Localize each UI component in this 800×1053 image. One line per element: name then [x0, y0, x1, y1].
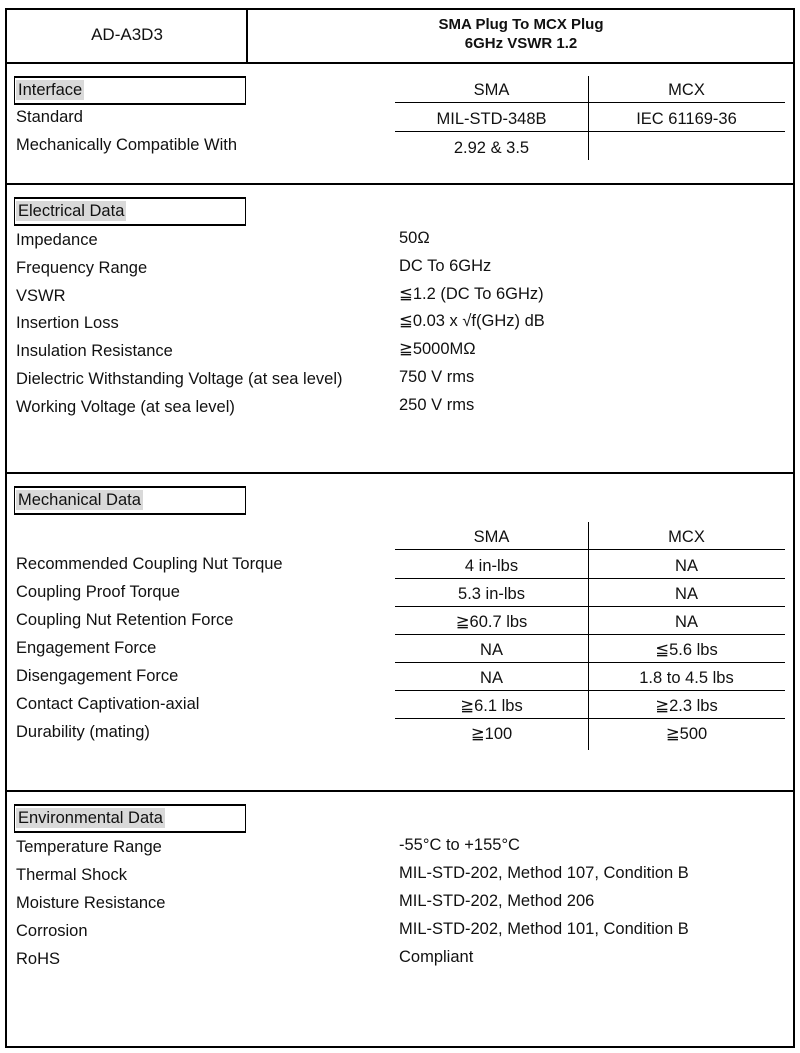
cell-mcx: IEC 61169-36 [636, 110, 737, 128]
table-line [395, 102, 785, 103]
row-value: 50Ω [399, 229, 430, 247]
section-heading-text: Environmental Data [18, 809, 163, 827]
cell-sma: NA [480, 669, 503, 687]
section-heading-environmental [14, 804, 246, 833]
row-value: ≦0.03 x √f(GHz) dB [399, 312, 545, 331]
row-value: ≧5000MΩ [399, 340, 476, 359]
row-value: DC To 6GHz [399, 256, 492, 275]
row-value: MIL-STD-202, Method 206 [399, 892, 595, 910]
section-heading-text: Mechanical Data [18, 491, 141, 509]
section-heading-mechanical [14, 486, 246, 515]
cell-mcx: NA [675, 557, 698, 575]
table-divider [588, 76, 589, 160]
table-line [395, 549, 785, 550]
section-divider [5, 472, 795, 474]
row-label: Thermal Shock [16, 866, 127, 884]
row-label: Insertion Loss [16, 314, 119, 333]
section-heading-text: Interface [18, 81, 83, 99]
row-label: Dielectric Withstanding Voltage (at sea level) [16, 370, 343, 388]
row-label: RoHS [16, 950, 61, 968]
cell-sma: ≧100 [470, 725, 513, 743]
cell-mcx: ≧500 [665, 725, 708, 743]
row-label: Contact Captivation-axial [16, 695, 200, 713]
section-heading-text: Electrical Data [18, 202, 125, 220]
row-label: Engagement Force [16, 639, 157, 657]
row-value: -55°C to +155°C [399, 836, 520, 854]
cell-mcx: NA [675, 585, 698, 603]
table-line [395, 578, 785, 579]
row-label: Working Voltage (at sea level) [16, 397, 235, 416]
row-label: Frequency Range [16, 258, 148, 277]
col-header-mcx: MCX [668, 528, 705, 546]
cell-sma: ≧60.7 lbs [455, 613, 528, 631]
section-divider [5, 183, 795, 185]
table-divider [588, 522, 589, 750]
cell-sma: 2.92 & 3.5 [453, 139, 530, 157]
row-label: Coupling Proof Torque [16, 583, 180, 601]
row-label: Temperature Range [16, 838, 162, 856]
row-value: ≦1.2 (DC To 6GHz) [399, 284, 544, 303]
row-label: Insulation Resistance [16, 342, 173, 361]
col-header-sma: SMA [473, 81, 510, 99]
row-label: Impedance [16, 231, 98, 249]
row-label: Coupling Nut Retention Force [16, 611, 234, 629]
product-title: SMA Plug To MCX Plug [438, 16, 604, 33]
row-value: Compliant [399, 948, 474, 966]
table-line [395, 634, 785, 635]
col-header-sma: SMA [473, 528, 510, 546]
row-label: Recommended Coupling Nut Torque [16, 555, 283, 573]
table-line [395, 690, 785, 691]
cell-sma: 5.3 in-lbs [458, 585, 525, 603]
cell-mcx: ≧2.3 lbs [655, 697, 718, 715]
row-label: Standard [16, 108, 83, 126]
section-heading-interface [14, 76, 246, 105]
table-line [395, 662, 785, 663]
row-label: Corrosion [16, 922, 88, 940]
row-value: MIL-STD-202, Method 107, Condition B [399, 864, 689, 882]
row-label: Mechanically Compatible With [16, 136, 238, 154]
row-label: Moisture Resistance [16, 894, 166, 912]
row-value: 750 V rms [399, 368, 475, 386]
cell-mcx: NA [675, 613, 698, 631]
col-header-mcx: MCX [668, 81, 705, 99]
product-subtitle: 6GHz VSWR 1.2 [464, 35, 578, 52]
table-line [395, 606, 785, 607]
part-number: AD-A3D3 [91, 25, 163, 44]
section-divider [5, 790, 795, 792]
row-value: 250 V rms [399, 395, 475, 414]
row-label: Durability (mating) [16, 723, 150, 741]
section-heading-electrical [14, 197, 246, 226]
row-value: MIL-STD-202, Method 101, Condition B [399, 920, 689, 938]
row-label: Disengagement Force [16, 667, 179, 685]
table-line [395, 718, 785, 719]
cell-sma: NA [480, 641, 503, 659]
cell-mcx: 1.8 to 4.5 lbs [639, 669, 734, 687]
cell-sma: MIL-STD-348B [436, 110, 547, 128]
row-label: VSWR [16, 286, 66, 305]
cell-sma: 4 in-lbs [464, 557, 519, 575]
cell-mcx: ≦5.6 lbs [655, 641, 718, 659]
cell-sma: ≧6.1 lbs [460, 697, 523, 715]
header-bottom-line [5, 62, 795, 64]
table-line [395, 131, 785, 132]
